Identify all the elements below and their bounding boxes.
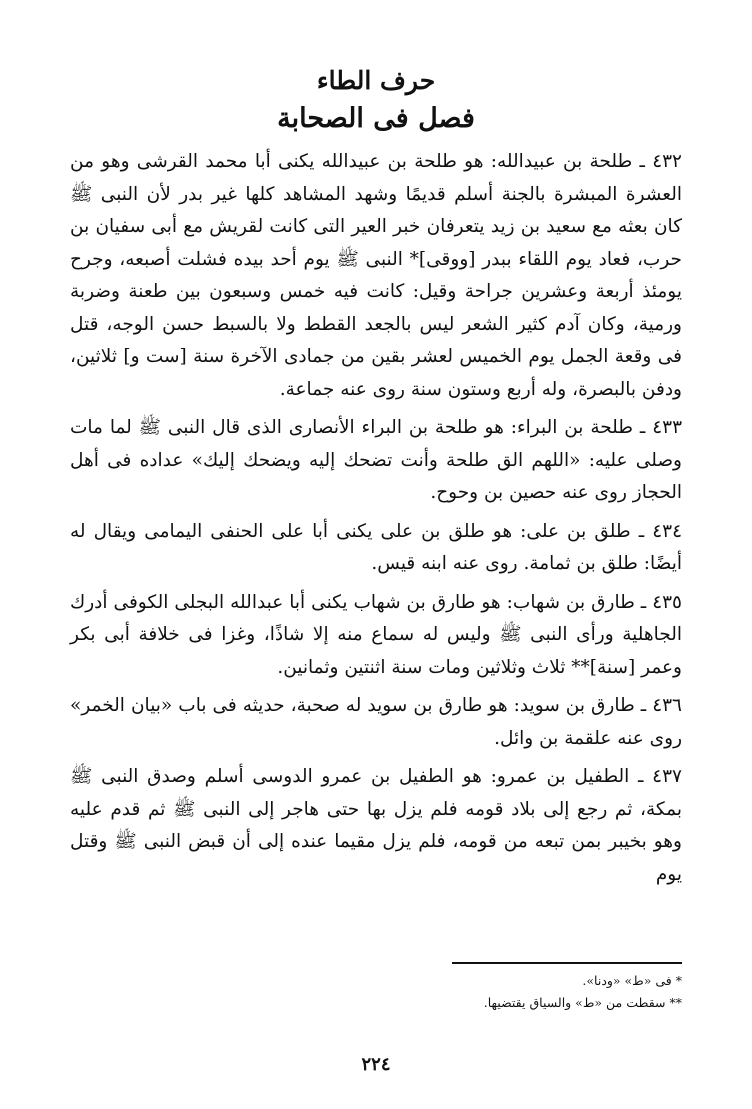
entry-text: : هو طارق بن سويد له صحبة، حديثه فى باب «بيان الخمر» روى عنه علقمة بن وائل. bbox=[70, 695, 682, 749]
footnotes bbox=[70, 962, 682, 1014]
entry-number: ٤٣٦ bbox=[652, 695, 682, 716]
footnote-2: ** سقطت من «ط» والسياق يقتضيها. bbox=[483, 995, 682, 1010]
entry-436: ٤٣٦ ـ طارق بن سويد: هو طارق بن سويد له صحبة، حديثه فى باب «بيان الخمر» روى عنه علقمة بن وائل. bbox=[70, 695, 682, 749]
entry-name: طارق بن سويد bbox=[519, 695, 635, 716]
page-number: ٢٢٤ bbox=[361, 1054, 391, 1075]
entry-433: ٤٣٣ ـ طلحة بن البراء: هو طلحة بن البراء الأنصارى الذى قال النبى ﷺ لما مات وصلى عليه: «اللهم الق طلحة وأنت تضحك إليه ويضحك إليك» عداده فى أهل الحجاز روى عنه حصين بن وحوح. bbox=[70, 417, 683, 503]
entry-number: ٤٣٣ bbox=[652, 417, 683, 438]
entry-name: طلق بن على bbox=[526, 520, 631, 542]
entry-number: ٤٣٧ bbox=[652, 766, 682, 787]
entry-text: : هو طارق بن شهاب يكنى أبا عبدالله البجلى الكوفى أدرك الجاهلية ورأى النبى ﷺ وليس له سماع منه إلا شاذًا، وغزا فى خلافة أبى بكر وعمر [سنة]** ثلاث وثلاثين ومات سنة اثنتين وثمانين. bbox=[70, 591, 682, 678]
entry-text: : هو طلحة بن عبيدالله يكنى أبا محمد القرشى وهو من العشرة المبشرة بالجنة أسلم قديمًا وشهد المشاهد كلها غير بدر لأن النبى ﷺ كان بعثه مع سعيد بن زيد يتعرفان خبر العير التى كانت لقريش مع أبى سفيان بن حرب، فعاد يوم اللقاء ببدر [ووقى]* النبى ﷺ يوم أحد بيده فشلت أصبعه، وجرح يومئذ أربعة وعشرين جراحة وقيل: كانت فيه خمس وسبعون بين طعنة وضربة ورمية، وكان آدم كثير الشعر ليس بالجعد القطط ولا بالسبط حسن الوجه، قتل فى وقعة الجمل يوم الخميس لعشر بقين من جمادى الآخرة سنة [ست و] ثلاثين، ودفن بالبصرة، وله أربع وستون سنة روى عنه جماعة. bbox=[70, 151, 682, 400]
entry-435: ٤٣٥ ـ طارق بن شهاب: هو طارق بن شهاب يكنى أبا عبدالله البجلى الكوفى أدرك الجاهلية ورأى النبى ﷺ وليس له سماع منه إلا شاذًا، وغزا فى خلافة أبى بكر وعمر [سنة]** ثلاث وثلاثين ومات سنة اثنتين وثمانين. bbox=[70, 591, 682, 678]
chapter-title: حرف الطاء bbox=[316, 66, 436, 95]
entry-432: ٤٣٢ ـ طلحة بن عبيدالله: هو طلحة بن عبيدالله يكنى أبا محمد القرشى وهو من العشرة المبشرة بالجنة أسلم قديمًا وشهد المشاهد كلها غير بدر لأن النبى ﷺ كان بعثه مع سعيد بن زيد يتعرفان خبر العير التى كانت لقريش مع أبى سفيان بن حرب، فعاد يوم اللقاء ببدر [ووقى]* النبى ﷺ يوم أحد بيده فشلت أصبعه، وجرح يومئذ أربعة وعشرين جراحة وقيل: كانت فيه خمس وسبعون بين طعنة وضربة ورمية، وكان آدم كثير الشعر ليس بالجعد القطط ولا بالسبط حسن الوجه، قتل فى وقعة الجمل يوم الخميس لعشر بقين من جمادى الآخرة سنة [ست و] ثلاثين، ودفن بالبصرة، وله أربع وستون سنة روى عنه جماعة. bbox=[70, 151, 682, 400]
entry-text: : هو الطفيل بن عمرو الدوسى أسلم وصدق النبى ﷺ بمكة، ثم رجع إلى بلاد قومه فلم يزل بها حتى هاجر إلى النبى ﷺ ثم قدم عليه وهو بخيبر بمن تبعه من قومه، فلم يزل مقيما عنده إلى أن قبض النبى ﷺ وقتل يوم bbox=[70, 766, 682, 885]
footnote-1: * فى «ط» «ودنا». bbox=[582, 973, 682, 988]
entry-name: الطفيل بن عمرو bbox=[496, 766, 630, 787]
entry-name: طلحة بن عبيدالله bbox=[497, 151, 633, 172]
section-subtitle: فصل فى الصحابة bbox=[277, 103, 475, 134]
entry-name: طارق بن شهاب bbox=[512, 591, 635, 613]
footnote-divider bbox=[452, 962, 682, 964]
entry-number: ٤٣٤ bbox=[652, 520, 683, 542]
entry-number: ٤٣٥ bbox=[652, 591, 682, 613]
entry-437: ٤٣٧ ـ الطفيل بن عمرو: هو الطفيل بن عمرو الدوسى أسلم وصدق النبى ﷺ بمكة، ثم رجع إلى بلاد قومه فلم يزل بها حتى هاجر إلى النبى ﷺ ثم قدم عليه وهو بخيبر بمن تبعه من قومه، فلم يزل مقيما عنده إلى أن قبض النبى ﷺ وقتل يوم bbox=[70, 766, 682, 885]
entry-text: : هو طلحة بن البراء الأنصارى الذى قال النبى ﷺ لما مات وصلى عليه: «اللهم الق طلحة وأنت تضحك إليه ويضحك إليك» عداده فى أهل الحجاز روى عنه حصين بن وحوح. bbox=[70, 417, 682, 503]
entry-name: طلحة بن البراء bbox=[516, 417, 634, 438]
entry-number: ٤٣٢ bbox=[652, 151, 682, 172]
entry-434: ٤٣٤ ـ طلق بن على: هو طلق بن على يكنى أبا على الحنفى اليمامى ويقال له أيضًا: طلق بن ثمامة. روى عنه ابنه قيس. bbox=[70, 520, 683, 574]
entry-text: : هو طلق بن على يكنى أبا على الحنفى اليمامى ويقال له أيضًا: طلق بن ثمامة. روى عنه ابنه قيس. bbox=[70, 520, 682, 574]
